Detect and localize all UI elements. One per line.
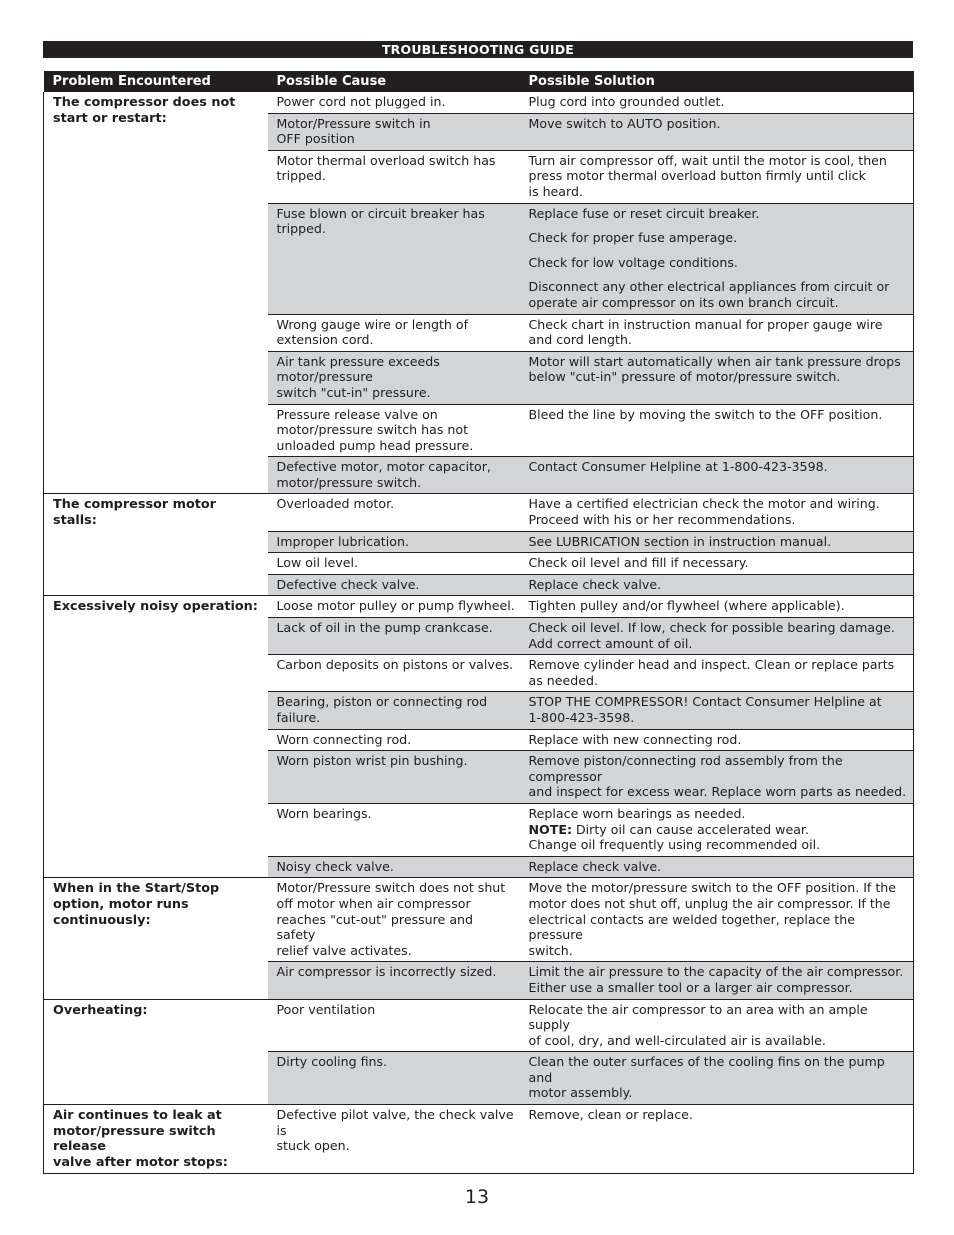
text-line: Clean the outer surfaces of the cooling fins on the pump and [528, 1054, 885, 1085]
cause-cell [268, 618, 520, 655]
cause-cell [268, 729, 520, 751]
problem-cell [44, 999, 268, 1105]
solution-cell [520, 878, 914, 962]
table-body [44, 92, 914, 1174]
cause-cell [268, 553, 520, 575]
text-line: Wrong gauge wire or length of [276, 316, 469, 332]
text-line: Air continues to leak at [53, 1108, 222, 1124]
text-line: Noisy check valve. [276, 858, 394, 874]
solution-cell [520, 553, 914, 575]
solution-cell [520, 92, 914, 113]
text-line: Motor/Pressure switch in [276, 115, 431, 131]
column-header-cause: Possible Cause [268, 71, 520, 92]
cause-cell [268, 1052, 520, 1105]
text-line: Air tank pressure exceeds motor/pressure [276, 353, 440, 385]
text-line: 1-800-423-3598. [528, 710, 635, 725]
problem-cell [44, 878, 268, 999]
cause-cell [268, 803, 520, 856]
solution-paragraph [529, 230, 910, 246]
table-row [44, 1105, 914, 1174]
problem-cell [44, 494, 268, 596]
cause-cell [268, 494, 520, 531]
troubleshooting-table [43, 71, 914, 1174]
solution-paragraph [529, 279, 910, 310]
cause-cell [268, 878, 520, 962]
text-line: Worn connecting rod. [276, 731, 412, 747]
text-line: Remove, clean or replace. [528, 1107, 693, 1123]
text-line: Fuse blown or circuit breaker has [276, 205, 485, 221]
text-line: below "cut-in" pressure of motor/pressure switch. [528, 369, 841, 385]
text-line: is heard. [528, 183, 583, 199]
text-line: off motor when air compressor [276, 895, 471, 911]
text-line: Overheating: [53, 1002, 148, 1018]
cause-cell [268, 999, 520, 1052]
text-line: Check oil level and fill if necessary. [528, 555, 749, 571]
problem-cell [44, 1105, 268, 1174]
solution-cell [520, 999, 914, 1052]
column-header-problem: Problem Encountered [44, 71, 268, 92]
text-line: Power cord not plugged in. [276, 94, 446, 109]
text-line: Worn piston wrist pin bushing. [276, 753, 468, 769]
text-line: Replace with new connecting rod. [528, 731, 742, 747]
solution-cell [520, 751, 914, 804]
text-line: and cord length. [528, 332, 632, 348]
solution-cell [520, 1105, 914, 1174]
cause-cell [268, 962, 520, 999]
text-line: press motor thermal overload button firmly until click [528, 168, 866, 184]
text-line: STOP THE COMPRESSOR! Contact Consumer Helpline at [528, 694, 882, 710]
text-line: tripped. [276, 221, 326, 237]
text-line: Turn air compressor off, wait until the motor is cool, then [528, 152, 887, 168]
text-line: Change oil frequently using recommended oil. [528, 837, 821, 853]
text-line: motor assembly. [528, 1085, 633, 1101]
solution-paragraph [529, 255, 910, 271]
text-line: Replace check valve. [528, 858, 662, 874]
table-row [44, 999, 914, 1052]
text-line: Defective check valve. [276, 576, 420, 592]
solution-paragraph [529, 206, 910, 222]
text-line: Overloaded motor. [276, 496, 395, 512]
text-line: Check for proper fuse amperage. [528, 230, 738, 246]
text-line: Lack of oil in the pump crankcase. [276, 620, 493, 636]
text-line: The compressor does not [53, 95, 236, 110]
text-line: Motor thermal overload switch has [276, 152, 496, 168]
solution-cell [520, 113, 914, 150]
text-line: Low oil level. [276, 555, 358, 571]
text-line: as needed. [528, 672, 598, 688]
text-line: valve after motor stops: [53, 1154, 228, 1170]
text-line: start or restart: [53, 110, 167, 126]
text-line: stuck open. [276, 1138, 350, 1154]
text-line: Move switch to AUTO position. [528, 115, 721, 131]
solution-cell [520, 494, 914, 531]
solution-cell [520, 655, 914, 692]
text-line: continuously: [53, 912, 151, 928]
column-header-solution: Possible Solution [520, 71, 914, 92]
text-line: Bleed the line by moving the switch to the OFF position. [528, 406, 883, 422]
cause-cell [268, 457, 520, 494]
solution-cell [520, 856, 914, 878]
text-line: When in the Start/Stop [53, 881, 220, 897]
guide-title: TROUBLESHOOTING GUIDE [43, 41, 913, 58]
text-line: Excessively noisy operation: [53, 599, 258, 615]
text-line: Bearing, piston or connecting rod [276, 694, 488, 710]
solution-cell [520, 803, 914, 856]
cause-cell [268, 531, 520, 553]
text-line: Have a certified electrician check the motor and wiring. [528, 496, 880, 512]
text-line: Check for low voltage conditions. [528, 254, 738, 270]
solution-cell [520, 1052, 914, 1105]
solution-cell [520, 692, 914, 729]
cause-cell [268, 692, 520, 729]
text-line: Move the motor/pressure switch to the OFF position. If the [528, 880, 897, 896]
solution-cell [520, 150, 914, 203]
text-line: Contact Consumer Helpline at 1-800-423-3598. [528, 459, 828, 475]
solution-cell [520, 314, 914, 351]
text-line: Air compressor is incorrectly sized. [276, 964, 497, 980]
cause-cell [268, 655, 520, 692]
problem-cell [44, 596, 268, 878]
text-line: option, motor runs [53, 896, 189, 912]
text-line: reaches "cut-out" pressure and safety [276, 911, 474, 943]
text-line: Replace worn bearings as needed. [528, 805, 746, 821]
cause-cell [268, 113, 520, 150]
text-line: Defective pilot valve, the check valve is [276, 1107, 514, 1138]
text-line: Check chart in instruction manual for proper gauge wire [528, 316, 883, 332]
text-line: Carbon deposits on pistons or valves. [276, 657, 514, 673]
text-line: Check oil level. If low, check for possible bearing damage. [528, 620, 895, 636]
text-line: Proceed with his or her recommendations. [528, 512, 796, 528]
solution-cell [520, 729, 914, 751]
cause-cell [268, 92, 520, 113]
cause-cell [268, 596, 520, 618]
text-line: motor/pressure switch has not [276, 422, 469, 438]
text-line: motor/pressure switch. [276, 474, 422, 490]
text-line: Loose motor pulley or pump flywheel. [276, 598, 515, 614]
text-line: extension cord. [276, 332, 374, 348]
text-line: See LUBRICATION section in instruction manual. [528, 533, 832, 549]
solution-cell [520, 404, 914, 457]
note-label: NOTE: [528, 821, 572, 837]
solution-cell [520, 618, 914, 655]
note-text: Dirty oil can cause accelerated wear. [571, 821, 809, 837]
text-line: switch "cut-in" pressure. [276, 384, 431, 400]
text-line: relief valve activates. [276, 942, 412, 958]
cause-cell [268, 1105, 520, 1174]
text-line: Remove piston/connecting rod assembly from the compressor [528, 753, 843, 784]
text-line: Defective motor, motor capacitor, [276, 459, 491, 475]
text-line: Plug cord into grounded outlet. [528, 94, 725, 109]
problem-cell [44, 92, 268, 494]
text-line: tripped. [276, 168, 326, 184]
solution-cell [520, 457, 914, 494]
text-line: Tighten pulley and/or flywheel (where applicable). [528, 598, 845, 614]
cause-cell [268, 150, 520, 203]
text-line: unloaded pump head pressure. [276, 437, 474, 453]
text-line: Dirty cooling fins. [276, 1054, 388, 1070]
text-line: motor/pressure switch release [53, 1123, 216, 1155]
text-line: Motor will start automatically when air tank pressure drops [528, 353, 901, 369]
text-line: Pressure release valve on [276, 406, 438, 422]
text-line: OFF position [276, 131, 355, 147]
solution-cell [520, 351, 914, 404]
cause-cell [268, 404, 520, 457]
text-line: Limit the air pressure to the capacity of the air compressor. [528, 964, 904, 980]
text-line: electrical contacts are welded together, replace the pressure [528, 911, 855, 943]
cause-cell [268, 203, 520, 314]
text-line: operate air compressor on its own branch circuit. [528, 294, 839, 310]
table-row [44, 596, 914, 618]
text-line: Worn bearings. [276, 805, 372, 821]
text-line: Disconnect any other electrical appliances from circuit or [528, 279, 890, 295]
text-line: Motor/Pressure switch does not shut [276, 880, 506, 896]
text-line: Poor ventilation [276, 1001, 376, 1017]
solution-cell [520, 531, 914, 553]
text-line: Add correct amount of oil. [528, 635, 693, 651]
cause-cell [268, 314, 520, 351]
cause-cell [268, 574, 520, 596]
text-line: switch. [528, 942, 573, 958]
text-line: failure. [276, 710, 321, 725]
table-header-row [44, 71, 914, 92]
note-line [529, 822, 910, 838]
text-line: and inspect for excess wear. Replace worn parts as needed. [528, 784, 907, 800]
cause-cell [268, 856, 520, 878]
text-line: of cool, dry, and well-circulated air is available. [528, 1032, 826, 1048]
text-line: Replace check valve. [528, 576, 662, 592]
solution-cell [520, 596, 914, 618]
text-line: Remove cylinder head and inspect. Clean or replace parts [528, 657, 895, 673]
cause-cell [268, 351, 520, 404]
cause-cell [268, 751, 520, 804]
text-line: motor does not shut off, unplug the air compressor. If the [528, 895, 891, 911]
table-row [44, 494, 914, 531]
table-row [44, 878, 914, 962]
solution-cell [520, 203, 914, 314]
solution-cell [520, 962, 914, 999]
page-number: 13 [464, 1186, 490, 1208]
text-line: Either use a smaller tool or a larger air compressor. [528, 979, 853, 995]
solution-cell [520, 574, 914, 596]
text-line: Relocate the air compressor to an area with an ample supply [528, 1001, 868, 1033]
table-row [44, 92, 914, 113]
text-line: The compressor motor stalls: [53, 497, 216, 529]
text-line: Replace fuse or reset circuit breaker. [528, 205, 760, 221]
text-line: Improper lubrication. [276, 533, 409, 549]
